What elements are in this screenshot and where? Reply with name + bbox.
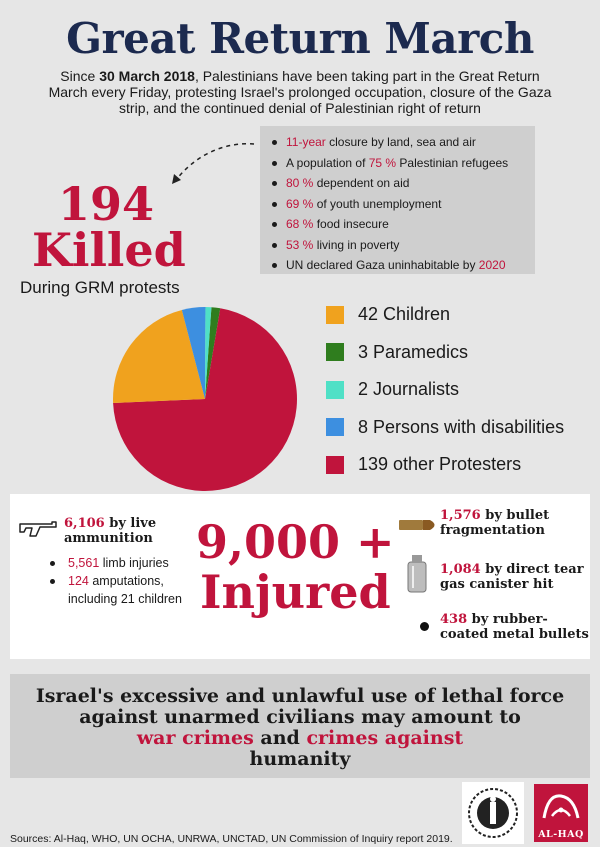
legend-label: 3 Paramedics <box>358 341 469 362</box>
sources-text: Sources: Al-Haq, WHO, UN OCHA, UNRWA, UNCTAD, UN Commission of Inquiry report 2019. <box>10 833 453 845</box>
statement-line-3 <box>10 728 590 749</box>
fact-highlight: 69 % <box>286 196 314 211</box>
limb-injuries-number: 5,561 <box>68 556 100 570</box>
fact-item <box>286 173 525 194</box>
list-item <box>50 572 182 608</box>
fact-text: of youth unemployment <box>313 196 442 211</box>
legend-item <box>326 371 564 409</box>
fact-item <box>286 255 525 276</box>
fact-text: food insecure <box>313 217 389 231</box>
injury-detail-list <box>50 554 182 608</box>
legend-label: 2 Journalists <box>358 379 460 400</box>
rifle-icon <box>18 520 58 538</box>
statement-line-4: humanity <box>249 748 351 770</box>
al-haq-logo-text: AL-HAQ <box>538 829 584 840</box>
tear-gas-text <box>440 562 584 592</box>
rubber-bullet-icon <box>420 622 429 631</box>
amputations-label: amputations, <box>88 574 164 588</box>
legend-swatch <box>326 456 344 474</box>
bullet-fragmentation-label-2: fragmentation <box>440 523 545 538</box>
gaza-facts-box <box>260 126 535 274</box>
legend-swatch <box>326 381 344 399</box>
fact-text: A population of <box>286 155 369 170</box>
bullet-icon <box>398 518 440 532</box>
live-ammunition-text <box>64 516 156 546</box>
intro-post: , Palestinians have been taking part in the Great Return March every Friday, protesting Israel's prolonged occupation, closure of the Gaza strip, and the continued denial of Palestinian right of return <box>48 68 552 116</box>
live-ammunition-label-1: by live <box>104 516 157 531</box>
legend-item <box>326 334 564 372</box>
war-crimes-text: war crimes <box>136 727 254 749</box>
fact-highlight: 75 % <box>368 155 397 170</box>
bullet-fragmentation-label-1: by bullet <box>480 508 550 523</box>
tear-gas-label-1: by direct tear <box>480 562 584 577</box>
killed-number: 194 <box>58 177 155 231</box>
bullet-fragmentation-text <box>440 508 549 538</box>
rubber-bullets-label-1: by rubber- <box>467 612 548 627</box>
legend-swatch <box>326 418 344 436</box>
fact-text: UN declared Gaza uninhabitable by <box>286 258 479 272</box>
amputations-number: 124 <box>68 574 89 588</box>
facts-list <box>286 132 525 276</box>
fact-item <box>286 235 525 256</box>
legend-swatch <box>326 306 344 324</box>
statement-connector: and <box>253 727 307 749</box>
intro-date: 30 March 2018 <box>99 68 195 84</box>
rubber-bullets-label-2: coated metal bullets <box>440 627 589 642</box>
crimes-against-text: crimes against <box>306 727 464 749</box>
live-ammunition-label-2: ammunition <box>64 531 153 546</box>
al-haq-mark-icon <box>534 788 588 826</box>
partner-logo <box>462 782 524 844</box>
intro-paragraph <box>40 68 560 116</box>
bullet-fragmentation-number: 1,576 <box>440 508 481 523</box>
tear-gas-number: 1,084 <box>440 562 481 577</box>
legend-item <box>326 409 564 447</box>
fact-text: Palestinian refugees <box>396 155 509 170</box>
war-crimes-statement <box>10 674 590 778</box>
legend-item <box>326 446 564 484</box>
fact-item <box>286 214 525 235</box>
fact-text: closure by land, sea and air <box>325 135 476 149</box>
legend-label: 8 Persons with disabilities <box>358 416 565 437</box>
rubber-bullets-text <box>440 612 589 642</box>
injured-label: Injured <box>200 565 391 619</box>
killed-pie-chart <box>110 304 300 494</box>
legend-label: 42 Children <box>358 304 451 325</box>
injured-number: 9,000 + <box>196 515 395 569</box>
statement-line-1: Israel's excessive and unlawful use of lethal force <box>35 685 565 707</box>
limb-injuries-label: limb injuries <box>99 556 169 570</box>
dashed-arrow-icon <box>168 138 258 188</box>
fact-text: dependent on aid <box>313 176 410 190</box>
fact-highlight: 80 % <box>286 176 314 190</box>
intro-pre: Since <box>60 68 100 84</box>
pie-legend <box>326 296 564 484</box>
fact-highlight: 2020 <box>478 258 506 272</box>
list-item <box>50 554 182 572</box>
fact-highlight: 11-year <box>286 135 326 149</box>
rubber-bullets-number: 438 <box>440 612 468 627</box>
live-ammunition-number: 6,106 <box>64 516 105 531</box>
statement-line-2: against unarmed civilians may amount to <box>79 706 521 728</box>
fact-item <box>286 132 525 153</box>
fact-highlight: 68 % <box>286 217 314 231</box>
fact-item <box>286 194 525 215</box>
killed-subtitle: During GRM protests <box>20 278 180 297</box>
tear-gas-canister-icon <box>404 554 430 594</box>
killed-label: Killed <box>32 223 186 277</box>
tear-gas-label-2: gas canister hit <box>440 577 554 592</box>
legend-item <box>326 296 564 334</box>
al-haq-logo <box>534 784 588 842</box>
fact-text: living in poverty <box>313 237 400 252</box>
page-title: Great Return March <box>66 14 534 63</box>
legend-label: 139 other Protesters <box>358 454 522 475</box>
fact-item <box>286 153 525 174</box>
injured-section <box>10 494 590 659</box>
legend-swatch <box>326 343 344 361</box>
fact-highlight: 53 % <box>286 237 314 252</box>
amputations-children-label: including 21 children <box>68 592 182 606</box>
